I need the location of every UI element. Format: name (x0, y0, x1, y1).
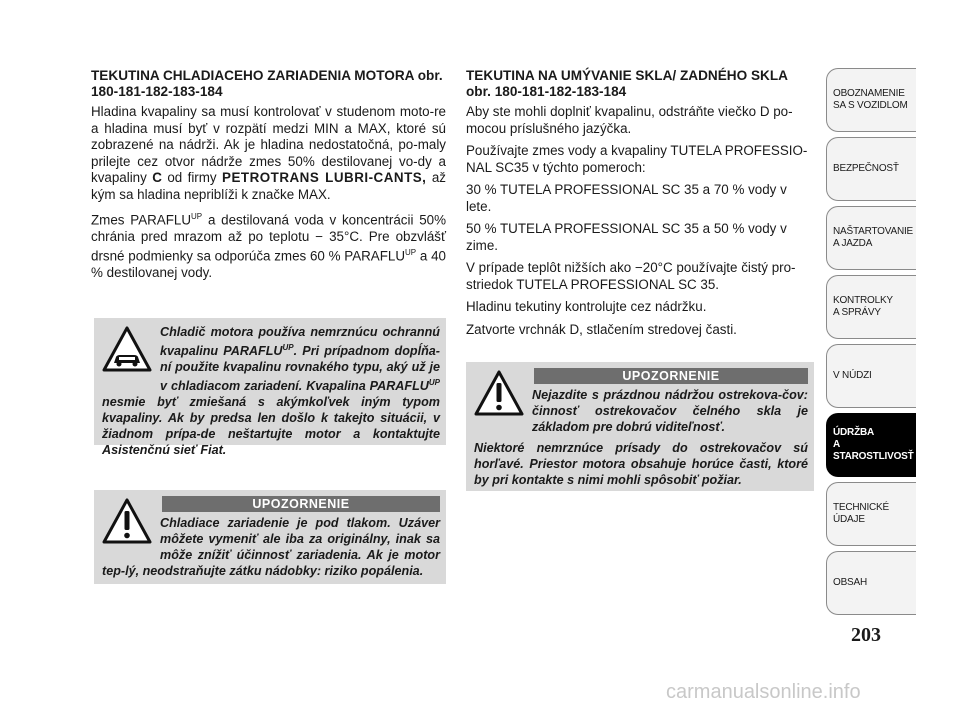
washer-heading: TEKUTINA NA UMÝVANIE SKLA/ ZADNÉHO SKLA obr. 180-181-182-183-184 (466, 68, 788, 99)
coolant-notice-box (94, 318, 446, 458)
warning-label: UPOZORNENIE (534, 368, 808, 384)
washer-warning-text-2: Niektoré nemrznúce prísady do ostrekovačov sú horľavé. Priestor motora obsahuje horúce časti, ktoré by pri kontakte s nimi mohli spôsobiť požiar. (474, 441, 808, 487)
tab-udrzba[interactable]: ÚDRŽBA A STAROSTLIVOSŤ (826, 413, 916, 477)
washer-warning-box (466, 362, 814, 491)
washer-paragraph-2: Používajte zmes vody a kvapaliny TUTELA PROFESSIO-NAL SC35 v týchto pomeroch: (466, 143, 808, 175)
tab-bezpecnost[interactable]: BEZPEČNOSŤ (826, 137, 916, 201)
warning-triangle-icon (474, 370, 526, 420)
coolant-heading: TEKUTINA CHLADIACEHO ZARIADENIA MOTORA obr. 180-181-182-183-184 (91, 68, 443, 99)
coolant-paragraph-1: Hladina kvapaliny sa musí kontrolovať v studenom moto-re a hladina musí byť v rozpätí medzi MIN a MAX, ktoré sú zobrazené na nádrži. Ak je hladina nedostatočná, po-maly prilejte cez otvor nádrže zmes 50% destilovanej vo-dy a kvapaliny C od firmy PETROTRANS LUBRI-CANTS, až kým sa hladina nepriblíži k značke MAX. (91, 104, 446, 202)
washer-paragraph-5: V prípade teplôt nižších ako −20°C používajte čistý pro-striedok TUTELA PROFESSIONAL SC 35. (466, 260, 796, 292)
pressure-warning-text: Chladiace zariadenie je pod tlakom. Uzáver môžete vymeniť ale iba za originálny, inak sa môže znížiť účinnosť zariadenia. Ak je motor tep-lý, neodstraňujte zátku nádobky: riziko popálenia. (102, 516, 440, 578)
tab-technicke-udaje[interactable]: TECHNICKÉ ÚDAJE (826, 482, 916, 546)
page-number: 203 (851, 624, 881, 646)
left-column (91, 68, 446, 288)
tab-oboznamenie[interactable]: OBOZNAMENIE SA S VOZIDLOM (826, 68, 916, 132)
washer-paragraph-1: Aby ste mohli doplniť kvapalinu, odstráňte viečko D po-mocou príslušného jazýčka. (466, 104, 793, 136)
watermark: carmanualsonline.info (666, 681, 861, 703)
washer-paragraph-3: 30 % TUTELA PROFESSIONAL SC 35 a 70 % vody v lete. (466, 182, 787, 214)
car-warning-icon (102, 326, 154, 376)
washer-paragraph-7: Zatvorte vrchnák D, stlačením stredovej časti. (466, 321, 737, 337)
section-index-sidebar (826, 68, 916, 619)
tab-obsah[interactable]: OBSAH (826, 551, 916, 615)
warning-triangle-icon (102, 498, 154, 548)
coolant-notice-text: Chladič motora používa nemrznúcu ochrannú kvapalinu $PARAFLU^{UP}$. Pri prípadnom dopĺňa-ní použite kvapalinu rovnakého typu, aký už je v chladiacom zariadení. Kvapalina $PARAFLU^{UP}$ nesmie byť zmiešaná s akýmkoľvek iným typom kvapaliny. Ak by predsa len došlo k takejto situácii, v žiadnom prípa-de neštartujte motor a kontaktujte Asistenčnú sieť Fiat. (102, 325, 440, 458)
washer-paragraph-4: 50 % TUTELA PROFESSIONAL SC 35 a 50 % vody v zime. (466, 221, 787, 253)
coolant-paragraph-2: Zmes $PARAFLU^{UP}$ a destilovaná voda v koncentrácii 50% chránia pred mrazom až po teplotu − 35°C. Pre obzvlášť drsné podmienky sa odporúča zmes 60 % $PARAFLU^{UP}$ a 40 % destilovanej vody. (91, 212, 446, 281)
warning-label: UPOZORNENIE (162, 496, 440, 512)
washer-paragraph-6: Hladinu tekutiny kontrolujte cez nádržku. (466, 299, 707, 314)
tab-nastartovanie[interactable]: NAŠTARTOVANIE A JAZDA (826, 206, 916, 270)
washer-warning-text-1: Nejazdite s prázdnou nádržou ostrekova-čov: činnosť ostrekovačov čelného skla je základom pre dobrú viditeľnosť. (532, 388, 808, 434)
pressure-warning-box (94, 490, 446, 584)
right-column (466, 68, 814, 344)
tab-v-nudzi[interactable]: V NÚDZI (826, 344, 916, 408)
tab-kontrolky[interactable]: KONTROLKY A SPRÁVY (826, 275, 916, 339)
